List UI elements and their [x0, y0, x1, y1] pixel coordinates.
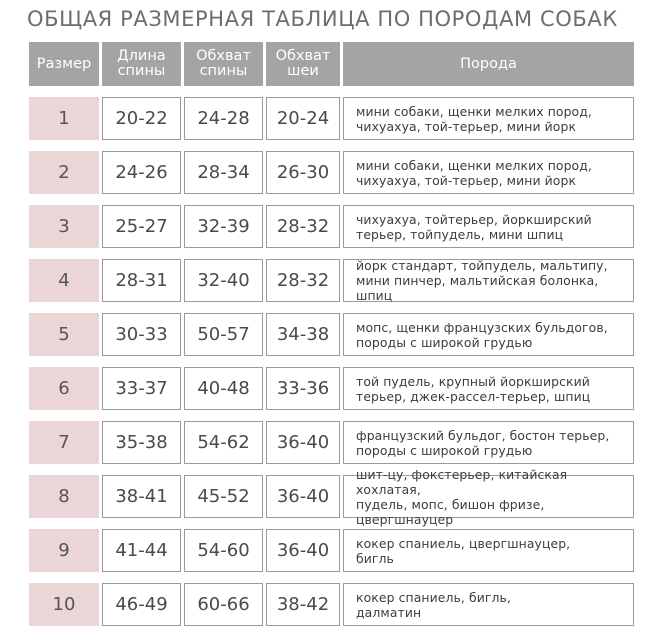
size-cell: 8 [29, 475, 99, 518]
back-length-cell: 38-41 [102, 475, 181, 518]
header-neck-girth-label: Обхват шеи [275, 48, 331, 79]
back-length-cell: 30-33 [102, 313, 181, 356]
neck-girth-cell: 33-36 [266, 367, 340, 410]
chest-girth-cell: 45-52 [184, 475, 263, 518]
back-length-cell: 35-38 [102, 421, 181, 464]
chest-girth-cell: 32-39 [184, 205, 263, 248]
breed-cell: йорк стандарт, тойпудель, мальтипу, мини пинчер, мальтийская болонка, шпиц [343, 259, 634, 302]
chest-girth-cell: 40-48 [184, 367, 263, 410]
breed-cell: мини собаки, щенки мелких пород, чихуахуа, той-терьер, мини йорк [343, 151, 634, 194]
breed-cell: чихуахуа, тойтерьер, йоркширский терьер, тойпудель, мини шпиц [343, 205, 634, 248]
breed-cell: мини собаки, щенки мелких пород, чихуахуа, той-терьер, мини йорк [343, 97, 634, 140]
size-cell: 3 [29, 205, 99, 248]
size-cell: 9 [29, 529, 99, 572]
header-back-length-label: Длина спины [117, 48, 166, 79]
size-cell: 1 [29, 97, 99, 140]
neck-girth-cell: 36-40 [266, 475, 340, 518]
back-length-cell: 20-22 [102, 97, 181, 140]
neck-girth-cell: 36-40 [266, 529, 340, 572]
header-chest-girth-label: Обхват спины [196, 48, 251, 79]
breed-cell: мопс, щенки французских бульдогов, породы с широкой грудью [343, 313, 634, 356]
chest-girth-cell: 32-40 [184, 259, 263, 302]
back-length-cell: 41-44 [102, 529, 181, 572]
chest-girth-cell: 24-28 [184, 97, 263, 140]
back-length-cell: 25-27 [102, 205, 181, 248]
neck-girth-cell: 36-40 [266, 421, 340, 464]
size-cell: 4 [29, 259, 99, 302]
neck-girth-cell: 28-32 [266, 259, 340, 302]
back-length-cell: 28-31 [102, 259, 181, 302]
size-cell: 5 [29, 313, 99, 356]
neck-girth-cell: 28-32 [266, 205, 340, 248]
chest-girth-cell: 54-60 [184, 529, 263, 572]
breed-cell: кокер спаниель, цвергшнауцер, бигль [343, 529, 634, 572]
header-breed-label: Порода [460, 55, 517, 72]
neck-girth-cell: 26-30 [266, 151, 340, 194]
back-length-cell: 46-49 [102, 583, 181, 626]
size-cell: 2 [29, 151, 99, 194]
chest-girth-cell: 60-66 [184, 583, 263, 626]
breed-cell: французский бульдог, бостон терьер, породы с широкой грудью [343, 421, 634, 464]
breed-cell: шит-цу, фокстерьер, китайская хохлатая, пудель, мопс, бишон фризе, цвергшнауцер [343, 475, 634, 518]
size-cell: 10 [29, 583, 99, 626]
back-length-cell: 33-37 [102, 367, 181, 410]
breed-cell: той пудель, крупный йоркширский терьер, джек-рассел-терьер, шпиц [343, 367, 634, 410]
neck-girth-cell: 34-38 [266, 313, 340, 356]
neck-girth-cell: 38-42 [266, 583, 340, 626]
neck-girth-cell: 20-24 [266, 97, 340, 140]
page-title: ОБЩАЯ РАЗМЕРНАЯ ТАБЛИЦА ПО ПОРОДАМ СОБАК [27, 7, 618, 31]
chest-girth-cell: 28-34 [184, 151, 263, 194]
size-cell: 7 [29, 421, 99, 464]
chest-girth-cell: 50-57 [184, 313, 263, 356]
chest-girth-cell: 54-62 [184, 421, 263, 464]
size-cell: 6 [29, 367, 99, 410]
breed-cell: кокер спаниель, бигль, далматин [343, 583, 634, 626]
header-size-label: Размер [36, 55, 92, 72]
back-length-cell: 24-26 [102, 151, 181, 194]
